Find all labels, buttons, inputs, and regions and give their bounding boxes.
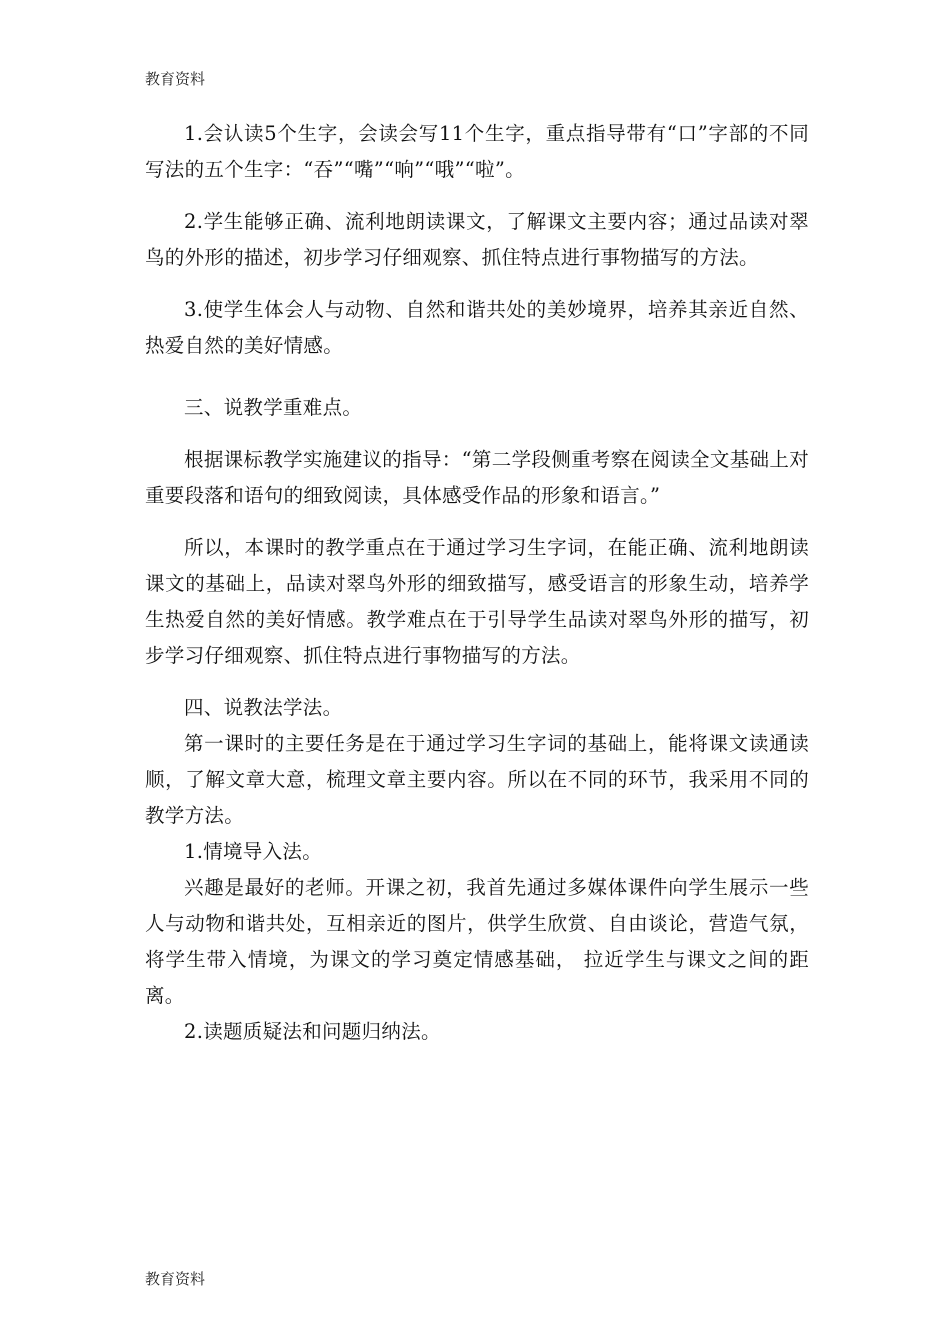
page-header: 教育资料 [145,70,206,88]
objective-2: 2.学生能够正确、流利地朗读课文，了解课文主要内容；通过品读对翠鸟的外形的描述，初步学习仔细观察、抓住特点进行事物描写的方法。 [145,210,809,269]
method-heading-2: 2.读题质疑法和问题归纳法。 [184,1020,441,1043]
paragraph-situation-intro: 兴趣是最好的老师。开课之初，我首先通过多媒体课件向学生展示一些人与动物和谐共处，互相亲近的图片，供学生欣赏、自由谈论，营造气氛，将学生带入情境，为课文的学习奠定情感基础， 拉近学生与课文之间的距离。 [145,876,809,1007]
paragraph-key-difficulties: 所以，本课时的教学重点在于通过学习生字词，在能正确、流利地朗读课文的基础上，品读对翠鸟外形的细致描写，感受语言的形象生动，培养学生热爱自然的美好情感。教学难点在于引导学生品读对翠鸟外形的描写，初步学习仔细观察、抓住特点进行事物描写的方法。 [145,536,809,667]
paragraph-first-lesson-task: 第一课时的主要任务是在于通过学习生字词的基础上，能将课文读通读顺，了解文章大意，梳理文章主要内容。所以在不同的环节，我采用不同的教学方法。 [145,732,809,827]
section-heading-4: 四、说教法学法。 [184,696,343,719]
method-heading-1: 1.情境导入法。 [184,840,323,863]
objective-3: 3.使学生体会人与动物、自然和谐共处的美妙境界，培养其亲近自然、热爱自然的美好情感。 [145,298,809,357]
paragraph-curriculum-guidance: 根据课标教学实施建议的指导：“第二学段侧重考察在阅读全文基础上对重要段落和语句的细致阅读，具体感受作品的形象和语言。” [145,448,809,507]
page-footer: 教育资料 [145,1270,206,1288]
objective-1: 1.会认读5个生字，会读会写11个生字，重点指导带有“口”字部的不同写法的五个生字：“吞”“嘴”“响”“哦”“啦”。 [145,122,809,181]
document-body [145,116,809,1050]
section-heading-3: 三、说教学重难点。 [184,396,363,419]
